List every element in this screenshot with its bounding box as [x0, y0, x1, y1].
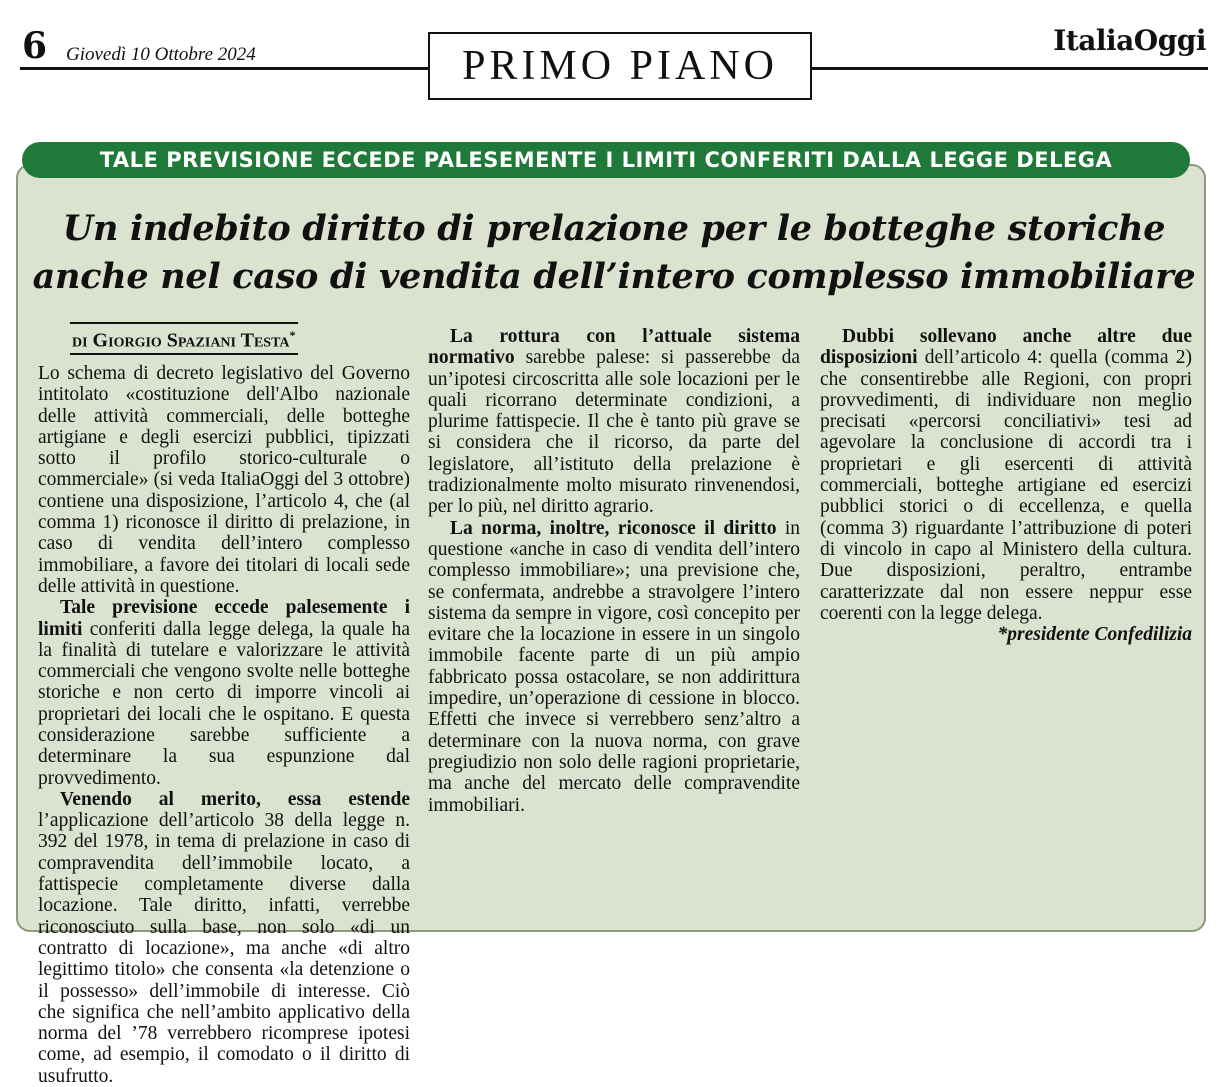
- header-rule-left: [20, 67, 428, 70]
- paragraph-2: [38, 597, 410, 789]
- byline-author: di Giorgio Spaziani Testa: [72, 329, 290, 352]
- paragraph-6: [820, 326, 1192, 624]
- paragraph-5: [428, 518, 800, 816]
- article-column-2: [428, 326, 800, 816]
- paragraph-3: [38, 789, 410, 1087]
- paragraph-6-lead: Dubbi sollevano anche altre due disposizioni: [820, 326, 1192, 369]
- author-signature: *presidente Confedilizia: [997, 624, 1192, 646]
- paragraph-4-lead: La rottura con l’attuale sistema normativo: [428, 326, 800, 369]
- paragraph-5-lead: La norma, inoltre, riconosce il diritto: [450, 517, 777, 539]
- paragraph-2-lead: Tale previsione eccede palesemente i limiti: [38, 597, 410, 640]
- paragraph-2-text: conferiti dalla legge delega, la quale ha la finalità di tutelare e valorizzare le attività commerciali che vengono svolte nelle botteghe storiche e non certo di imporre vincoli ai proprietari dei locali che le ospitano. E questa considerazione sarebbe sufficiente a determinare la sua espunzione dal provvedimento.: [38, 618, 410, 789]
- page-number: 6: [22, 25, 48, 67]
- paragraph-3-text: l’applicazione dell’articolo 38 della legge n. 392 del 1978, in tema di prelazione in caso di compravendita dell’immobile locato, a fattispecie completamente diverse dalla locazione. Tale diritto, infatti, verrebbe riconosciuto sulla base, non solo «di un contratto di locazione», ma anche «di altro legittimo titolo» che consenta «la detenzione o il possesso» dell’immobile di interesse. Ciò che significa che nell’ambito applicativo della norma del ’78 verrebbero ricomprese ipotesi come, ad esempio, il comodato o il diritto di usufrutto.: [38, 810, 410, 1087]
- article-column-1: [38, 322, 410, 1087]
- paragraph-4-text: sarebbe palese: si passerebbe da un’ipotesi circoscritta alle sole locazioni per le quali ricorrano determinate condizioni, a plurime fattispecie. Il che è tanto più grave se si considera che il ricorso, da parte del legislatore, all’istituto della prelazione è tradizionalmente molto misurato rinvenendosi, per lo più, nel diritto agrario.: [428, 347, 800, 518]
- headline: [30, 205, 1198, 301]
- paragraph-4: [428, 326, 800, 518]
- byline-mark: *: [289, 328, 296, 342]
- byline: [70, 322, 298, 355]
- brand-logo: ItaliaOggi: [1053, 24, 1206, 57]
- paragraph-5-text: in questione «anche in caso di vendita dell’intero complesso immobiliare»; una previsione che, se confermata, andrebbe a stravolgere l’intero sistema da sempre in vigore, così concepito per evitare che la locazione in essere in un singolo immobile facente parte di un più ampio fabbricato possa ostacolare, se non addirittura impedire, un’operazione di cessione in blocco. Effetti che invece si verrebbero senz’altro a determinare con la nuova norma, con grave pregiudizio non solo delle ragioni proprietarie, ma anche del mercato delle compravendite immobiliari.: [428, 517, 801, 816]
- paragraph-6-text: dell’articolo 4: quella (comma 2) che consentirebbe alle Regioni, con propri provvedimenti, di individuare non meglio precisati «percorsi conciliativi» tesi ad agevolare la conclusione di accordi tra i proprietari e gli esercenti di attività commerciali, botteghe artigiane ed esercizi pubblici storici o di eccellenza, e quella (comma 3) riguardante l’attribuzione di poteri di vincolo in capo al Ministero della cultura. Due disposizioni, peraltro, entrambe caratterizzate dal non essere neppur esse coerenti con la legge delega.: [820, 347, 1192, 624]
- section-title: PRIMO PIANO: [428, 32, 812, 100]
- headline-line-1: Un indebito diritto di prelazione per le botteghe storiche: [62, 208, 1166, 249]
- paragraph-3-lead: Venendo al merito, essa estende: [60, 788, 410, 810]
- paragraph-1: Lo schema di decreto legislativo del Governo intitolato «costituzione dell'Albo nazionale delle attività commerciali, delle botteghe artigiane e degli esercizi pubblici, tipizzati sotto il profilo storico-culturale o commerciale» (si veda ItaliaOggi del 3 ottobre) contiene una disposizione, l’articolo 4, che (al comma 1) riconosce il diritto di prelazione, in caso di vendita dell’intero complesso immobiliare, a favore dei titolari di locali sede delle attività in questione.: [38, 362, 410, 597]
- header-rule-right: [810, 67, 1208, 70]
- article-column-3: [820, 326, 1192, 645]
- page-date: Giovedì 10 Ottobre 2024: [66, 44, 256, 65]
- headline-line-2: anche nel caso di vendita dell’intero complesso immobiliare: [32, 256, 1196, 297]
- kicker-banner: TALE PREVISIONE ECCEDE PALESEMENTE I LIMITI CONFERITI DALLA LEGGE DELEGA: [22, 142, 1190, 178]
